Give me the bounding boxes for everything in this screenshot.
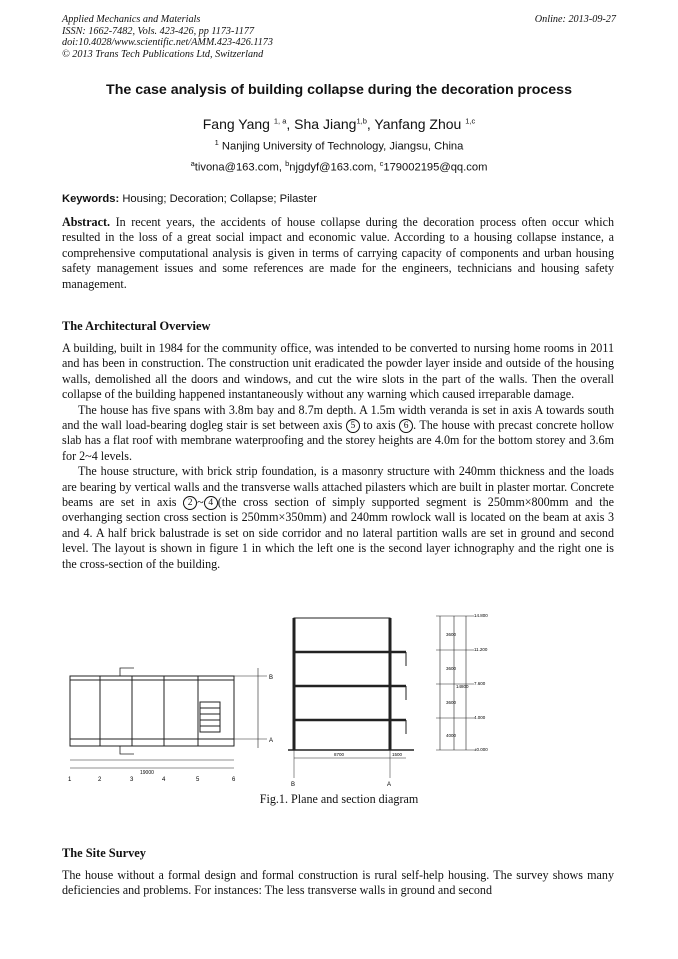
- plan-axis-label: 3: [130, 777, 134, 783]
- abstract-label: Abstract.: [62, 215, 111, 229]
- author-name: Yanfang Zhou: [374, 116, 462, 132]
- section-dimension: 1500: [392, 752, 403, 757]
- axis-marker: 4: [204, 496, 218, 510]
- section-body: [62, 868, 614, 899]
- author-emails: $^a$tivona@163.com, $^b$njgdyf@163.com, $^c$179002195@qq.com: [190, 159, 488, 174]
- paper-title: The case analysis of building collapse during the decoration process: [106, 82, 572, 98]
- journal-copyright: © 2013 Trans Tech Publications Ltd, Switzerland: [62, 48, 264, 60]
- plan-axis-labels: [68, 675, 273, 783]
- storey-height: 3600: [446, 632, 457, 637]
- elevation-labels: [446, 613, 488, 752]
- author-sup: 1, a: [273, 116, 287, 126]
- section-heading: The Architectural Overview: [62, 319, 211, 333]
- section-axis-label: A: [387, 782, 392, 788]
- elevation-label: 14.800: [474, 613, 488, 618]
- paragraph: The house structure, with brick strip foundation, is a masonry structure with 240mm thickness and the loads are bearing by vertical walls and the transverse walls attached pilasters which are built in plaster mortar. Concrete beams are set in axis 2 ~ 4 (the cross section of simply supported segment is 250mm×800mm and the overhanging section cross section is 250mm×350mm) and 240mm rowlock wall is located on the beam at axis 3 and 4. A half brick balustrade is set on side corridor and no lateral partition walls are set in ground and second level. The layout is shown in figure 1 in which the left one is the second layer ichnography and the right one is the cross-section of the building.: [62, 464, 615, 571]
- plan-axis-label: 4: [162, 777, 166, 783]
- email-link[interactable]: njgdyf@163.com: [289, 161, 374, 174]
- elevation-label: 11.200: [474, 647, 488, 652]
- journal-name: Applied Mechanics and Materials: [62, 14, 201, 25]
- author-name: Sha Jiang: [294, 116, 357, 132]
- figure-plan-section: [62, 608, 502, 792]
- author-sup: 1,c: [465, 116, 476, 126]
- floor-plan: [70, 668, 267, 768]
- email-link[interactable]: 179002195@qq.com: [383, 161, 488, 174]
- online-date: Online: 2013-09-27: [534, 14, 616, 25]
- total-height: 14800: [456, 684, 469, 689]
- email-sup: b: [285, 159, 290, 168]
- abstract-text: In recent years, the accidents of house collapse during the decoration process often occur which resulted in the loss of a great social impact and economic value. According to a housing collapse instance, a comprehensive computational analysis is given in terms of carrying capacity of components and urban housing safety management issues and some references are made for the engineers, technicians and housing safety management.: [62, 215, 615, 291]
- affiliation-sup: 1: [214, 138, 219, 147]
- plan-outline: [70, 676, 234, 746]
- section-labels: [291, 752, 403, 788]
- plan-axis-label: B: [269, 675, 274, 681]
- axis-marker: 2: [183, 496, 197, 510]
- elevation-label: ±0.000: [474, 747, 488, 752]
- plan-axis-label: 6: [232, 777, 236, 783]
- section-axis-label: B: [291, 782, 296, 788]
- plan-dimension: 19000: [140, 770, 154, 776]
- elevation-label: 4.000: [474, 715, 486, 720]
- section-body: [62, 341, 614, 572]
- section-dimension: 8700: [334, 752, 345, 757]
- axis-marker: 6: [399, 419, 413, 433]
- affiliation-text: Nanjing University of Technology, Jiangsu, China: [221, 140, 464, 153]
- section-heading: The Site Survey: [62, 846, 146, 860]
- journal-doi: doi:10.4028/www.scientific.net/AMM.423-426.1173: [62, 37, 273, 49]
- email-sup: c: [379, 159, 384, 168]
- keywords: [62, 193, 317, 205]
- figure-caption: Fig.1. Plane and section diagram: [259, 792, 419, 806]
- stair: [200, 702, 220, 732]
- author-name: Fang Yang: [202, 116, 270, 132]
- author-list: Fang Yang $^{1, a}$, Sha Jiang$^{1,b}$, Yanfang Zhou $^{1,c}$: [202, 116, 476, 132]
- axis-marker: 5: [346, 419, 360, 433]
- journal-header: [62, 14, 616, 60]
- storey-height: 3600: [446, 700, 457, 705]
- paragraph: The house without a formal design and formal construction is rural self-help housing. The survey shows many deficiencies and problems. For instances: The less transverse walls in ground and second: [62, 868, 614, 898]
- elevation-label: 7.600: [474, 681, 486, 686]
- storey-height: 4000: [446, 733, 457, 738]
- email-link[interactable]: tivona@163.com: [194, 161, 279, 174]
- paragraph: A building, built in 1984 for the community office, was intended to be converted to nursing home rooms in 2011 and has been in construction. The construction unit eradicated the powder layer inside and outside of the housing walls, demolished all the doors and windows, and cut the wire slots in the part of the walls. Then the overall collapse of the building happened instantaneously without any warning which caused irreparable damage.: [62, 341, 614, 402]
- journal-issn: ISSN: 1662-7482, Vols. 423-426, pp 1173-1177: [62, 25, 255, 37]
- paragraph: The house has five spans with 3.8m bay and 8.7m depth. A 1.5m width veranda is set in axis A towards south and the wall load-bearing dogleg stair is set between axis 5 to axis 6 . The house with precast concrete hollow slab has a flat roof with membrane waterproofing and the storey heights are 4.0m for the bottom storey and 3.6m for 2~4 levels.: [62, 402, 614, 463]
- storey-height: 3600: [446, 666, 457, 671]
- affiliation: [0, 138, 678, 153]
- keywords-label: Keywords:: [62, 193, 120, 205]
- plan-axis-label: 2: [98, 777, 102, 783]
- author-sup: 1,b: [356, 116, 367, 126]
- email-sup: a: [190, 159, 195, 168]
- plan-axis-label: 5: [196, 777, 200, 783]
- plan-axis-label: A: [269, 738, 274, 744]
- abstract: [62, 215, 614, 292]
- keywords-text: Housing; Decoration; Collapse; Pilaster: [122, 193, 317, 205]
- plan-axis-label: 1: [68, 777, 72, 783]
